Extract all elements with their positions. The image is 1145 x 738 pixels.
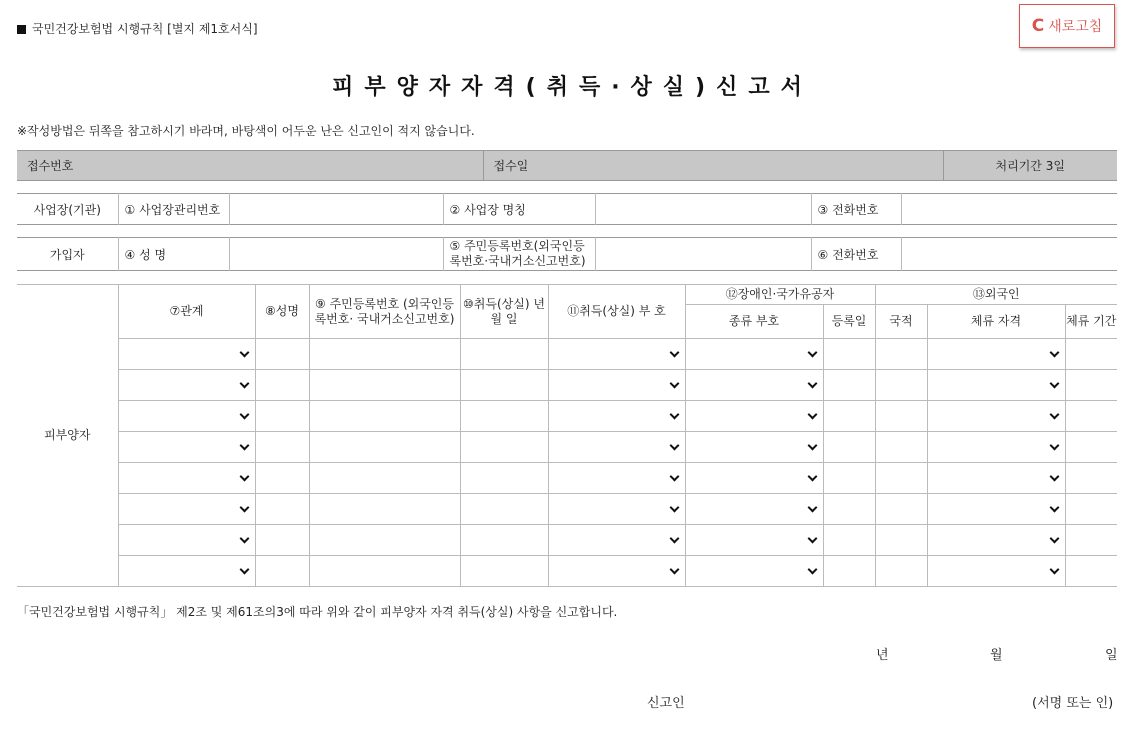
chevron-down-icon [669,565,679,575]
chevron-down-icon [669,348,679,358]
header-acq-date: ⑩취득(상실) 년 월 일 [460,285,548,339]
header-disabled-group: ⑫장애인·국가유공자 [685,285,875,305]
row-relation-select[interactable] [118,525,255,556]
chevron-down-icon [669,379,679,389]
chevron-down-icon [239,472,249,482]
row-type-code-select[interactable] [685,556,823,587]
row-reg-date-input[interactable] [823,463,875,494]
chevron-down-icon [1049,441,1059,451]
chevron-down-icon [1049,410,1059,420]
row-type-code-select[interactable] [685,525,823,556]
row-name-input[interactable] [255,370,309,401]
row-acq-date-input[interactable] [460,401,548,432]
subscriber-phone-label: ⑥ 전화번호 [811,238,901,271]
chevron-down-icon [807,410,817,420]
row-stay-status-select[interactable] [927,339,1065,370]
workplace-mgmt-no-input[interactable] [229,194,443,225]
row-stay-period-input[interactable] [1065,556,1117,587]
relation-select-dropdown[interactable] [119,401,255,431]
chevron-down-icon [1049,503,1059,513]
row-type-code-select[interactable] [685,432,823,463]
row-relation-select[interactable] [118,463,255,494]
table-row [17,556,1117,587]
row-relation-select[interactable] [118,401,255,432]
chevron-down-icon [807,565,817,575]
stay-status-select-dropdown[interactable] [928,556,1065,586]
chevron-down-icon [669,410,679,420]
acq-code-select-dropdown[interactable] [549,494,685,524]
row-acq-code-select[interactable] [548,339,685,370]
row-relation-select[interactable] [118,556,255,587]
stay-status-select-dropdown[interactable] [928,370,1065,400]
chevron-down-icon [239,503,249,513]
row-acq-date-input[interactable] [460,339,548,370]
row-acq-code-select[interactable] [548,432,685,463]
dependents-section-label: 피부양자 [17,285,118,587]
table-row [17,494,1117,525]
row-stay-period-input[interactable] [1065,339,1117,370]
stay-status-select-dropdown[interactable] [928,463,1065,493]
row-stay-period-input[interactable] [1065,370,1117,401]
row-type-code-select[interactable] [685,494,823,525]
header-relation: ⑦관계 [118,285,255,339]
row-stay-status-select[interactable] [927,556,1065,587]
subscriber-name-label: ④ 성 명 [118,238,229,271]
subscriber-section-label: 가입자 [17,238,118,271]
row-nationality-input[interactable] [875,525,927,556]
header-type-code: 종류 부호 [685,305,823,339]
table-row [17,401,1117,432]
subscriber-rrn-input[interactable] [595,238,811,271]
row-nationality-input[interactable] [875,432,927,463]
row-name-input[interactable] [255,525,309,556]
signature-label: (서명 또는 인) [1032,696,1114,711]
chevron-down-icon [807,503,817,513]
row-name-input[interactable] [255,432,309,463]
acq-code-select-dropdown[interactable] [549,401,685,431]
month-label: 월 [990,648,1003,663]
header-reg-date: 등록일 [823,305,875,339]
row-rrn-input[interactable] [309,494,460,525]
row-acq-date-input[interactable] [460,494,548,525]
row-name-input[interactable] [255,401,309,432]
receipt-number-label: 접수번호 [17,151,483,181]
row-reg-date-input[interactable] [823,525,875,556]
stay-status-select-dropdown[interactable] [928,494,1065,524]
subscriber-phone-input[interactable] [901,238,1117,271]
row-stay-status-select[interactable] [927,401,1065,432]
row-stay-status-select[interactable] [927,494,1065,525]
row-stay-period-input[interactable] [1065,463,1117,494]
header-nationality: 국적 [875,305,927,339]
header-stay-period: 체류 기간 [1065,305,1117,339]
subscriber-section [17,237,1117,271]
chevron-down-icon [807,441,817,451]
header-foreigner-group: ⑬외국인 [875,285,1117,305]
chevron-down-icon [669,472,679,482]
acq-code-select-dropdown[interactable] [549,432,685,462]
row-name-input[interactable] [255,494,309,525]
relation-select-dropdown[interactable] [119,556,255,586]
workplace-phone-input[interactable] [901,194,1117,225]
table-row [17,525,1117,556]
row-rrn-input[interactable] [309,401,460,432]
acq-code-select-dropdown[interactable] [549,556,685,586]
row-reg-date-input[interactable] [823,556,875,587]
stay-status-select-dropdown[interactable] [928,401,1065,431]
type-code-select-dropdown[interactable] [686,494,823,524]
row-stay-period-input[interactable] [1065,432,1117,463]
row-nationality-input[interactable] [875,463,927,494]
workplace-name-label: ② 사업장 명칭 [443,194,595,225]
row-stay-status-select[interactable] [927,432,1065,463]
row-rrn-input[interactable] [309,525,460,556]
row-nationality-input[interactable] [875,556,927,587]
row-reg-date-input[interactable] [823,432,875,463]
row-reg-date-input[interactable] [823,370,875,401]
row-stay-period-input[interactable] [1065,525,1117,556]
row-rrn-input[interactable] [309,463,460,494]
table-row [17,370,1117,401]
chevron-down-icon [239,534,249,544]
workplace-name-input[interactable] [595,194,811,225]
row-rrn-input[interactable] [309,432,460,463]
day-label: 일 [1105,648,1118,663]
chevron-down-icon [807,472,817,482]
chevron-down-icon [1049,472,1059,482]
legal-reference [17,20,258,37]
refresh-label: 새로고침 [1048,19,1103,35]
header-acq-code: ⑪취득(상실) 부 호 [548,285,685,339]
row-acq-code-select[interactable] [548,370,685,401]
processing-period-label: 처리기간 3일 [995,159,1065,173]
row-stay-status-select[interactable] [927,370,1065,401]
relation-select-dropdown[interactable] [119,494,255,524]
row-name-input[interactable] [255,556,309,587]
row-rrn-input[interactable] [309,556,460,587]
declaration-text: 「국민건강보험법 시행규칙」 제2조 및 제61조의3에 따라 위와 같이 피부양자 자격 취득(상실) 사항을 신고합니다. [17,605,618,619]
stay-status-select-dropdown[interactable] [928,339,1065,369]
chevron-down-icon [239,565,249,575]
row-reg-date-input[interactable] [823,339,875,370]
type-code-select-dropdown[interactable] [686,463,823,493]
row-relation-select[interactable] [118,432,255,463]
row-relation-select[interactable] [118,494,255,525]
row-acq-date-input[interactable] [460,463,548,494]
header-stay-status: 체류 자격 [927,305,1065,339]
square-bullet-icon [17,25,26,34]
instruction-note: ※작성방법은 뒤쪽을 참고하시기 바라며, 바탕색이 어두운 난은 신고인이 적지 않습니다. [17,124,475,138]
type-code-select-dropdown[interactable] [686,370,823,400]
table-row [17,463,1117,494]
row-type-code-select[interactable] [685,370,823,401]
row-acq-code-select[interactable] [548,463,685,494]
relation-select-dropdown[interactable] [119,370,255,400]
chevron-down-icon [1049,348,1059,358]
header-name: ⑧성명 [255,285,309,339]
chevron-down-icon [669,441,679,451]
row-type-code-select[interactable] [685,339,823,370]
row-acq-date-input[interactable] [460,525,548,556]
refresh-button[interactable] [1019,4,1115,48]
chevron-down-icon [1049,379,1059,389]
row-relation-select[interactable] [118,339,255,370]
chevron-down-icon [239,348,249,358]
row-stay-status-select[interactable] [927,525,1065,556]
row-acq-date-input[interactable] [460,432,548,463]
row-nationality-input[interactable] [875,401,927,432]
chevron-down-icon [1049,565,1059,575]
relation-select-dropdown[interactable] [119,463,255,493]
chevron-down-icon [669,534,679,544]
workplace-mgmt-no-label: ① 사업장관리번호 [118,194,229,225]
row-type-code-select[interactable] [685,401,823,432]
relation-select-dropdown[interactable] [119,339,255,369]
dependents-table [17,284,1117,587]
type-code-select-dropdown[interactable] [686,339,823,369]
row-stay-status-select[interactable] [927,463,1065,494]
type-code-select-dropdown[interactable] [686,525,823,555]
row-reg-date-input[interactable] [823,401,875,432]
table-row [17,432,1117,463]
row-name-input[interactable] [255,463,309,494]
row-name-input[interactable] [255,339,309,370]
row-nationality-input[interactable] [875,339,927,370]
legal-reference-text: 국민건강보험법 시행규칙 [별지 제1호서식] [32,22,258,36]
row-type-code-select[interactable] [685,463,823,494]
acq-code-select-dropdown[interactable] [549,339,685,369]
relation-select-dropdown[interactable] [119,432,255,462]
chevron-down-icon [807,379,817,389]
form-title: 피부양자자격(취득·상실)신고서 [332,75,813,100]
row-stay-period-input[interactable] [1065,494,1117,525]
type-code-select-dropdown[interactable] [686,432,823,462]
row-acq-code-select[interactable] [548,556,685,587]
row-acq-date-input[interactable] [460,370,548,401]
workplace-phone-label: ③ 전화번호 [811,194,901,225]
refresh-icon: C [1031,16,1045,36]
row-acq-date-input[interactable] [460,556,548,587]
receipt-date-label: 접수일 [483,151,943,181]
workplace-section-label: 사업장(기관) [17,194,118,225]
acq-code-select-dropdown[interactable] [549,370,685,400]
chevron-down-icon [807,534,817,544]
chevron-down-icon [807,348,817,358]
chevron-down-icon [239,410,249,420]
stay-status-select-dropdown[interactable] [928,432,1065,462]
row-relation-select[interactable] [118,370,255,401]
chevron-down-icon [669,503,679,513]
row-acq-code-select[interactable] [548,401,685,432]
row-acq-code-select[interactable] [548,525,685,556]
workplace-section [17,193,1117,225]
type-code-select-dropdown[interactable] [686,556,823,586]
type-code-select-dropdown[interactable] [686,401,823,431]
subscriber-name-input[interactable] [229,238,443,271]
row-reg-date-input[interactable] [823,494,875,525]
chevron-down-icon [239,441,249,451]
acq-code-select-dropdown[interactable] [549,525,685,555]
row-rrn-input[interactable] [309,370,460,401]
chevron-down-icon [1049,534,1059,544]
year-label: 년 [876,648,889,663]
receipt-bar [17,150,1117,181]
chevron-down-icon [239,379,249,389]
row-stay-period-input[interactable] [1065,401,1117,432]
row-nationality-input[interactable] [875,494,927,525]
row-acq-code-select[interactable] [548,494,685,525]
header-rrn: ⑨ 주민등록번호 (외국인등록번호· 국내거소신고번호) [309,285,460,339]
table-row [17,339,1117,370]
subscriber-rrn-label: ⑤ 주민등록번호(외국인등록번호·국내거소신고번호) [443,238,595,271]
relation-select-dropdown[interactable] [119,525,255,555]
acq-code-select-dropdown[interactable] [549,463,685,493]
reporter-label: 신고인 [647,696,685,711]
row-rrn-input[interactable] [309,339,460,370]
stay-status-select-dropdown[interactable] [928,525,1065,555]
row-nationality-input[interactable] [875,370,927,401]
